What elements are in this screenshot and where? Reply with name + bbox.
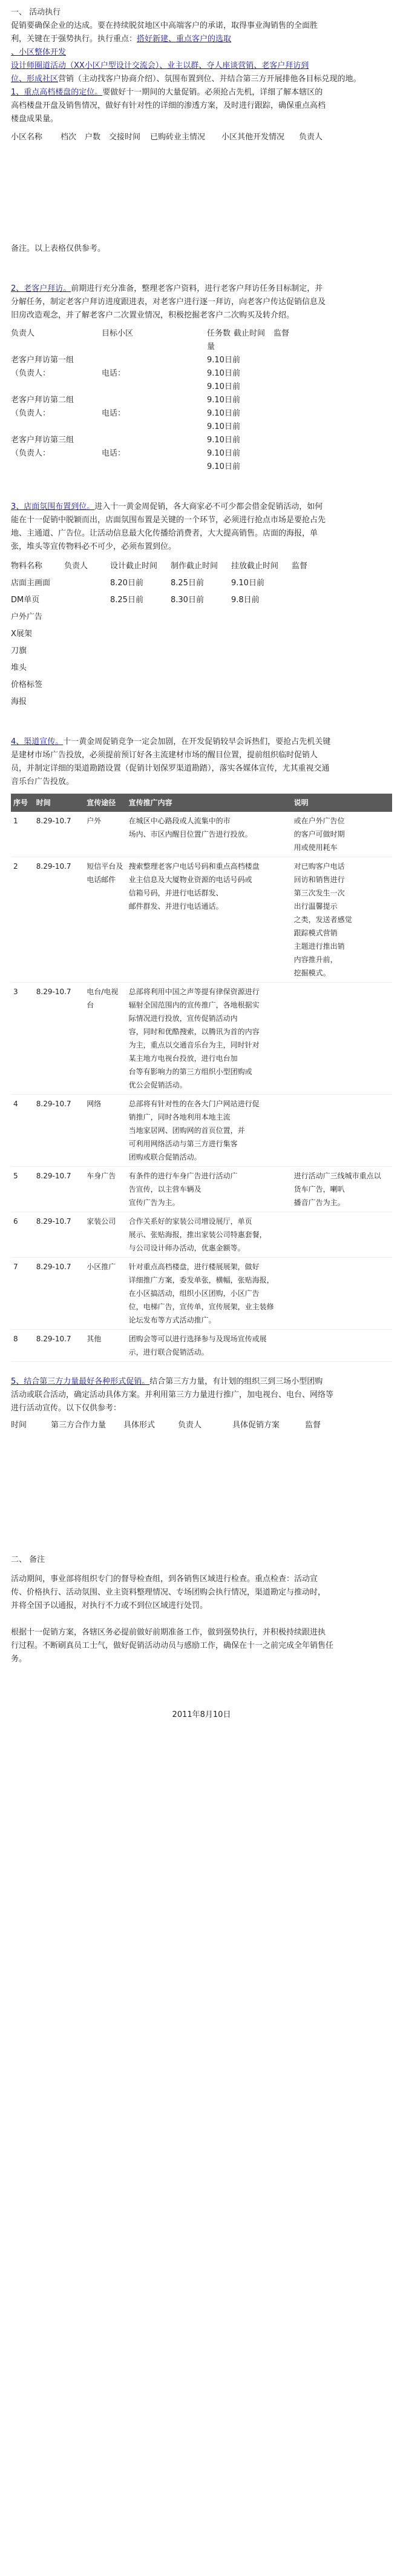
table3-cell	[110, 628, 171, 641]
point-1: 1、重点高档楼盘的定位。要做好十一期间的大量促销。必须抢占先机，详细了解本辖区的	[11, 88, 323, 97]
point-2-line: 旧房改造观念，并了解老客户二次置业情况，积极挖掘老客户二次购买及转介绍。	[11, 311, 295, 320]
content-line: 总部将有针对性的在各大门户网站进行促	[128, 1100, 260, 1108]
content-line: 详细推广方案，委发单张，横幅，张贴海报，	[128, 1276, 274, 1284]
table3-cell: 户外广告	[11, 612, 43, 622]
table2-row	[11, 420, 392, 434]
channel-cell-channel	[84, 1167, 126, 1212]
table3-cell: 价格标签	[11, 680, 43, 689]
table3-row	[11, 662, 392, 675]
remark-line: 活动期间，事业部将组织专门的督导检查组，到各销售区域进行检查。重点检查：活动宣	[11, 1575, 318, 1584]
content-line: 当地家居网、团购网的首页位置，并	[128, 1126, 245, 1135]
channel-text: 网络	[87, 1100, 102, 1108]
channel-cell-content	[126, 812, 292, 857]
channel-table-row	[11, 1258, 392, 1330]
content-line: 与公司设计师办活动，优惠金额等。	[128, 1244, 245, 1252]
table1-col: 户数	[85, 133, 101, 142]
table1-col: 小区名称	[11, 133, 43, 142]
content-line: 优公会促销活动。	[128, 1081, 187, 1089]
channel-cell-no: 1	[11, 812, 34, 857]
channel-cell-content	[126, 983, 292, 1095]
content-line: 业主信息及大厦物业资源的电话号码或	[128, 875, 252, 884]
channel-cell-no: 8	[11, 1330, 34, 1362]
table3-header	[11, 560, 392, 573]
table5-header	[11, 1419, 392, 1432]
channel-cell-channel	[84, 1095, 126, 1167]
table3-col: 监督	[292, 562, 308, 571]
table3-col: 物料名称	[11, 562, 43, 571]
channel-cell-content	[126, 1095, 292, 1167]
table3-cell	[64, 679, 110, 692]
table2-col: 目标小区	[102, 329, 134, 338]
channel-cell-time: 8.29-10.7	[34, 1095, 84, 1167]
channel-cell-no: 2	[11, 857, 34, 983]
table2-cell-deadline: 9.10日前	[207, 462, 240, 471]
table3-col: 挂放截止时间	[231, 562, 279, 571]
table2-cell-tel	[102, 460, 207, 474]
table2-cell-group: （负责人：	[11, 369, 51, 378]
table3-cell: 8.25日前	[171, 579, 204, 588]
content-line: 搜索整理老客户电话号码和重点高档楼盘	[128, 862, 260, 871]
table2-cell-deadline: 9.10日前	[207, 369, 240, 378]
table3-cell	[231, 662, 292, 675]
note-line: 播音广告为主。	[293, 1198, 345, 1207]
channel-cell-time: 8.29-10.7	[34, 1212, 84, 1258]
content-line: 销推广，同时各地利用本地主流	[128, 1113, 231, 1121]
table2-body	[11, 354, 392, 474]
table2-cell-group: 老客户拜访第二组	[11, 396, 74, 405]
content-line: 团购会等可以进行选择参与及现场宣传或展	[128, 1335, 267, 1343]
point-1-line: 高档楼盘开盘及销售情况，做好有针对性的详细的渗透方案，及时进行跟踪，确保重点高档	[11, 101, 326, 110]
table5-col: 第三方合作力量	[51, 1421, 106, 1430]
channel-cell-note	[292, 1167, 392, 1212]
table3-row	[11, 645, 392, 658]
channel-cell-time: 8.29-10.7	[34, 812, 84, 857]
channel-cell-channel	[84, 1212, 126, 1258]
content-line: 信箱号码，并进行电话群发、	[128, 889, 223, 897]
content-line: 场内、市区内醒目位置广告进行投放。	[128, 830, 252, 838]
content-line: 邮件群发、并进行电话通话。	[128, 902, 223, 911]
channel-cell-time: 8.29-10.7	[34, 1167, 84, 1212]
channel-table-row	[11, 812, 392, 857]
point-4-line: 音乐台广告投放。	[11, 777, 74, 786]
table2-row	[11, 434, 392, 447]
content-line: 某主地方电视台投放，进行电台加	[128, 1054, 238, 1063]
table2-cell-deadline: 9.10日前	[207, 422, 240, 431]
channel-table-row	[11, 1095, 392, 1167]
note-line: 的客户可做时期	[293, 830, 345, 838]
channel-table	[11, 794, 392, 1362]
channel-cell-note	[292, 1258, 392, 1330]
table1-header	[11, 131, 392, 144]
table2-row	[11, 447, 392, 460]
table2-row	[11, 354, 392, 367]
table2-cell-tel	[102, 434, 207, 447]
content-line: 团购或联合促销活动。	[128, 1153, 202, 1161]
channel-cell-time: 8.29-10.7	[34, 1330, 84, 1362]
table2-cell-group	[11, 420, 102, 434]
table3-cell	[171, 679, 231, 692]
channel-cell-time: 8.29-10.7	[34, 983, 84, 1095]
note-line: 第三次发生一次	[293, 889, 345, 897]
remark-line: 并将全国予以通报，对执行不力或不到位区域进行处罚。	[11, 1601, 208, 1610]
table3-col: 负责人	[64, 562, 88, 571]
note-line: 回访和销售进行	[293, 875, 345, 884]
section-title: 二、 备注	[11, 1555, 45, 1564]
table3-row	[11, 611, 392, 624]
table3-cell	[64, 695, 110, 709]
table2-col: 任务数	[207, 329, 231, 338]
channel-col: 序号	[11, 794, 34, 812]
note-line: 跟踪模式营销	[293, 929, 338, 937]
channel-cell-note	[292, 1212, 392, 1258]
note-line: 挖掘模式。	[293, 969, 330, 977]
channel-table-row	[11, 1167, 392, 1212]
channel-cell-note	[292, 812, 392, 857]
content-line: 容，同时和优酷搜索，以腾讯为首的内容	[128, 1027, 260, 1036]
table-note: 备注。以上表格仅供参考。	[11, 244, 106, 253]
content-line: 为主，重点以交通音乐台为主，同时针对	[128, 1041, 260, 1049]
channel-cell-no: 3	[11, 983, 34, 1095]
table3-cell	[231, 679, 292, 692]
table3-col: 制作截止时间	[171, 562, 218, 571]
content-line: 辐射全国范围内的宣传推广，各地根据实	[128, 1001, 260, 1009]
table2-cell-deadline: 9.10日前	[207, 396, 240, 405]
channel-cell-no: 5	[11, 1167, 34, 1212]
channel-text: 其他	[87, 1335, 102, 1343]
table3-row	[11, 695, 392, 709]
table3-cell: DM单页	[11, 596, 40, 605]
table3-cell: 海报	[11, 697, 27, 706]
table2-row	[11, 407, 392, 420]
table3-body	[11, 577, 392, 709]
table3-cell	[231, 628, 292, 641]
table2-cell-tel: 电话：	[102, 369, 126, 378]
table3-cell	[110, 695, 171, 709]
table3-cell: 8.30日前	[171, 596, 204, 605]
table3-cell: 9.10日前	[231, 579, 264, 588]
channel-table-row	[11, 857, 392, 983]
table2-row	[11, 394, 392, 407]
note-line: 出行温馨提示	[293, 902, 338, 911]
point-5: 5、结合第三方力量最好各种形式促销。结合第三方力量，有计划的组织三到三场小型团购	[11, 1377, 323, 1386]
point-4-line: 员，并制定详细的渠道勘踏设置（促销计划保罗渠道勘踏），落实各媒体宣传，尤其重视交通	[11, 764, 330, 773]
table3-cell	[231, 611, 292, 624]
channel-text: 电台/电视	[87, 988, 119, 996]
channel-cell-time: 8.29-10.7	[34, 1258, 84, 1330]
table3-cell	[64, 662, 110, 675]
note-line: 货车广告，喇叭	[293, 1185, 345, 1193]
note-line: 内容推升前，	[293, 955, 338, 964]
channel-cell-channel	[84, 857, 126, 983]
point-3-line: 地、主通道、广告位。让活动信息最大化传播给消费者，大大提高销售。店面的海报，单	[11, 529, 318, 538]
channel-col: 说明	[292, 794, 392, 812]
intro-line: 促销要确保企业的达成。要在持续脱贫地区中高端客户的承诺，取得事业淘销售的全面胜	[11, 21, 318, 30]
content-line: 台等有影响力的第三方组织小型团购或	[128, 1067, 252, 1076]
channel-col: 宣传途径	[84, 794, 126, 812]
remark-line: 务。	[11, 1655, 27, 1664]
content-line: 在城区中心路段或人流集中的市	[128, 817, 231, 825]
channel-cell-no: 7	[11, 1258, 34, 1330]
table2-cell-tel	[102, 394, 207, 407]
channel-table-row	[11, 983, 392, 1095]
table2-cell-tel	[102, 380, 207, 394]
point-3-line: 张，堆头等宣传物料必不可少，必须布置到位。	[11, 542, 177, 551]
channel-text: 户外	[87, 817, 102, 825]
point-1-line: 楼盘成果量。	[11, 115, 59, 124]
table5-col: 负责人	[178, 1421, 202, 1430]
table3-cell	[110, 662, 171, 675]
channel-table-row	[11, 1212, 392, 1258]
table5-col: 具体形式	[123, 1421, 156, 1430]
table3-cell: 堆头	[11, 663, 27, 672]
content-line: 总部将利用中国之声等提有律保资源进行	[128, 988, 260, 996]
channel-table-header	[11, 794, 392, 812]
content-line: 合作关系好的家装公司增设展厅，单页	[128, 1217, 252, 1226]
table3-cell: 8.20日前	[110, 579, 143, 588]
point-3: 3、店面氛围布置到位。进入十一黄金周促销，各大商家必不可少都会借金促销活动，如何	[11, 502, 323, 511]
channel-cell-no: 4	[11, 1095, 34, 1167]
table2-header	[11, 327, 392, 340]
channel-cell-note	[292, 983, 392, 1095]
table3-cell	[64, 611, 110, 624]
table2-cell-group: 老客户拜访第一组	[11, 356, 74, 365]
note-line: 进行活动广三线城市重点以	[293, 1172, 381, 1180]
table1-col: 已购砖业主情况	[150, 133, 206, 142]
channel-text: 台	[87, 1001, 94, 1009]
content-line: 在小区搞活动，组织小区团购，小区广告	[128, 1289, 260, 1298]
table2-cell-deadline: 9.10日前	[207, 409, 240, 418]
channel-cell-channel	[84, 983, 126, 1095]
content-line: 位，电梯广告，宣传单，宣传展架，业主装修	[128, 1303, 274, 1311]
table3-cell	[171, 628, 231, 641]
table2-cell-tel: 电话：	[102, 409, 126, 418]
table2-cell-tel	[102, 420, 207, 434]
channel-cell-note	[292, 1330, 392, 1362]
channel-cell-content	[126, 1258, 292, 1330]
remark-line	[11, 1613, 392, 1626]
table2-cell-group: （负责人：	[11, 449, 51, 458]
table3-cell	[64, 628, 110, 641]
intro-line: 设计师圈道活动（XX小区户型设计交流会）、业主以群、夺人座谈营销、老客户拜访到	[11, 61, 309, 70]
table2-cell-deadline: 9.10日前	[207, 356, 240, 365]
table2-row	[11, 367, 392, 380]
channel-cell-content	[126, 857, 292, 983]
content-line: 论坛发布等方式活动推广。	[128, 1316, 216, 1324]
intro-line: 、小区整体开发	[11, 48, 67, 57]
channel-cell-channel	[84, 812, 126, 857]
table3-cell	[231, 645, 292, 658]
point-2: 2、老客户拜访。前期进行充分准备，整理老客户资料，进行老客户拜访任务目标制定，并	[11, 284, 323, 293]
table2-cell-deadline: 9.10日前	[207, 436, 240, 445]
table3-cell	[171, 695, 231, 709]
channel-text: 车身广告	[87, 1172, 116, 1180]
content-line: 际情况进行投放，宣传促销活动内	[128, 1014, 238, 1023]
table2-col: 截止时间	[234, 329, 266, 338]
content-line: 针对重点高档楼盘，进行楼展展架，做好	[128, 1263, 260, 1271]
table2-row	[11, 380, 392, 394]
table3-cell	[64, 577, 110, 590]
content-line: 示，进行联合促销活动。	[128, 1348, 209, 1356]
table1-col: 小区其他开发情况	[221, 133, 285, 142]
note-line: 对已购客户电话	[293, 862, 345, 871]
table2-cell-group: 老客户拜访第三组	[11, 436, 74, 445]
table3-cell: 店面主画面	[11, 579, 51, 588]
point-4: 4、渠道宣传。十一黄金周促销竞争一定会加剧，在开发促销较早会诉热们，要抢占先机关键	[11, 737, 331, 746]
table2-cell-deadline: 9.10日前	[207, 449, 240, 458]
intro-line: 位、形成社区营销（主动找客户协商介绍）、氛围布置到位、并结合第三方开展排他各目标兑现的地。	[11, 75, 361, 84]
table3-cell: 9.8日前	[231, 596, 260, 605]
channel-cell-content	[126, 1330, 292, 1362]
channel-cell-no: 6	[11, 1212, 34, 1258]
table2-cell-deadline: 9.10日前	[207, 382, 240, 391]
remark-line: 根据十一促销方案，各辖区务必提前做好前期准备工作，做到强势执行，并积极持续跟进执	[11, 1628, 326, 1637]
table2-cell-group	[11, 380, 102, 394]
table2-cell-tel: 电话：	[102, 449, 126, 458]
channel-table-row	[11, 1330, 392, 1362]
table1-col: 档次	[61, 133, 77, 142]
channel-cell-content	[126, 1167, 292, 1212]
channel-cell-note	[292, 1095, 392, 1167]
note-line: 或在户外广告位	[293, 817, 345, 825]
remark-line: 传、价格执行、活动氛围、业主资料整理情况、专场团购会执行情况，渠道勘定与推动时，	[11, 1588, 326, 1597]
content-line: 宣传广告为主。	[128, 1198, 180, 1207]
table3-row	[11, 679, 392, 692]
channel-col: 时间	[34, 794, 84, 812]
channel-cell-note	[292, 857, 392, 983]
table3-cell	[110, 645, 171, 658]
table3-cell	[64, 594, 110, 607]
table3-row	[11, 594, 392, 607]
table3-col: 设计截止时间	[110, 562, 158, 571]
table2-cell-tel	[102, 354, 207, 367]
table5-col: 监督	[305, 1421, 321, 1430]
table2-cell-group	[11, 460, 102, 474]
document-date: 2011年8月10日	[172, 1710, 231, 1719]
table1-col: 交接时间	[109, 133, 141, 142]
table3-cell	[171, 645, 231, 658]
note-line: 之类，发送者感觉	[293, 915, 352, 924]
table2-col: 负责人	[11, 329, 35, 338]
content-line: 告宣传，以主营车辆及	[128, 1185, 202, 1193]
table3-cell: 刀旗	[11, 646, 27, 656]
table2-col-wrap: 量	[207, 342, 215, 351]
section-title: 一、 活动执行	[11, 8, 61, 17]
content-line: 有条件的进行车身广告进行活动广	[128, 1172, 238, 1180]
table3-cell	[171, 611, 231, 624]
table2-cell-group: （负责人：	[11, 409, 51, 418]
channel-cell-content	[126, 1212, 292, 1258]
table3-row	[11, 577, 392, 590]
channel-text: 电话邮件	[87, 875, 116, 884]
point-2-line: 分解任务，制定老客户拜访进度跟进表，对老客户进行逐一拜访，向老客户传达促销信息及	[11, 297, 326, 307]
point-3-line: 能在十一促销中脱颖而出，店面氛围布置是关键的一个环节，必须进行抢点市场是要抢占先	[11, 516, 326, 525]
table3-cell	[231, 695, 292, 709]
channel-cell-channel	[84, 1330, 126, 1362]
table3-cell: 8.25日前	[110, 596, 143, 605]
table2-row	[11, 460, 392, 474]
channel-text: 短信平台及	[87, 862, 123, 871]
point-4-line: 是建材市场广告投放，必须提前预订好各主流建材市场的醒目位置，提前组织临时促销人	[11, 751, 318, 760]
table3-row	[11, 628, 392, 641]
point-5-line: 进行活动宣传。以下仅供参考：	[11, 1404, 122, 1413]
table5-col: 具体促销方案	[232, 1421, 280, 1430]
channel-cell-channel	[84, 1258, 126, 1330]
point-5-line: 活动或联合活动，确定活动具体方案。并利用第三方力量进行推广，加电视台、电台、网络等	[11, 1390, 334, 1399]
channel-col: 宣传推广内容	[126, 794, 292, 812]
table3-cell	[64, 645, 110, 658]
channel-text: 家装公司	[87, 1217, 116, 1226]
table5-col: 时间	[11, 1421, 27, 1430]
table3-cell: X展架	[11, 629, 32, 639]
intro-line: 利，关键在于强势执行。执行重点：搭好新建、重点客户的选取	[11, 35, 232, 44]
table2-col: 监督	[274, 329, 290, 338]
table2-header-wrap	[11, 340, 392, 354]
table3-cell	[110, 679, 171, 692]
content-line: 展示、张贴海报，推出家装公司特惠套餐，	[128, 1230, 267, 1239]
content-line: 可利用网络活动与第三方进行集客	[128, 1140, 238, 1148]
channel-text: 小区推广	[87, 1263, 116, 1271]
remark-line: 行过程。不断刷真员工士气，做好促销活动动员与感励工作，确保在十一之前完成全年销售任	[11, 1641, 334, 1650]
table3-cell	[171, 662, 231, 675]
channel-cell-time: 8.29-10.7	[34, 857, 84, 983]
note-line: 用或使用耗车	[293, 843, 338, 852]
note-line: 主题进行推出销	[293, 942, 345, 951]
table1-col: 负责人	[299, 133, 323, 142]
table3-cell	[110, 611, 171, 624]
